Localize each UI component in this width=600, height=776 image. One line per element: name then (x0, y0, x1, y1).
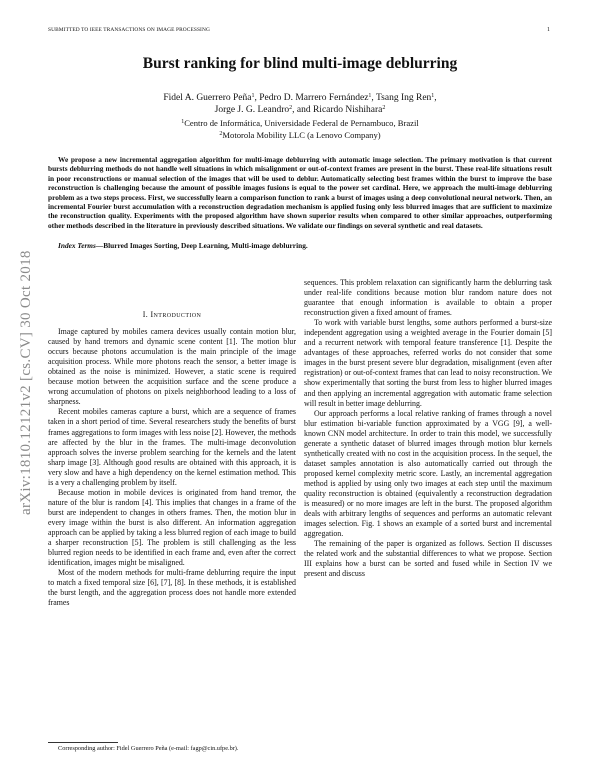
separator: , and (292, 104, 313, 115)
right-column (304, 278, 552, 579)
separator: , (254, 93, 260, 103)
section-heading (48, 310, 296, 320)
paragraph: Recent mobiles cameras capture a burst, which are a sequence of frames taken in a short period of time. Several researchers study the benefits of burst frames aggregations to form images with less noise [2]. However, the methods are affected by the blur in the frames. The multi-image deconvolution approach solves the inverse problem searching for the kernels and the latent sharp image [3]. Although good results are obtained with this approach, it is very slow and have a high dependency on the kernel estimation method. This is a very a challenging problem by itself. (48, 407, 296, 487)
abstract: We propose a new incremental aggregation algorithm for multi-image deblurring with automatic image selection. The primary motivation is that current bursts deblurring methods do not handle well situations in which misalignment or out-of-context frames are present in the burst. These real-life situations result in poor reconstructions or manual selection of the images that will be used to deblur. Automatically selecting best frames within the burst to improve the base reconstruction is challenging because the amount of possible images fusions is equal to the power set cardinal. Here, we approach the multi-image deblurring problem as a two steps process. First, we successfully learn a comparison function to rank a burst of images using a deep convolutional neural network. Then, an incremental Fourier burst accumulation with a reconstruction degradation mechanism is applied fusing only less blurred images that are sufficient to maximize the reconstruction quality. Experiments with the proposed algorithm have shown superior results when compared to other similar approaches, outperforming other methods described in the literature in previously described situations. We validate our findings on several synthetic and real datasets. (48, 155, 552, 230)
affiliation-1 (80, 118, 520, 128)
author-list (80, 93, 520, 116)
affiliation-marker: 2 (289, 104, 293, 111)
section-title: Introduction (150, 310, 202, 319)
arxiv-stamp: arXiv:1810.12121v2 [cs.CV] 30 Oct 2018 (18, 250, 34, 515)
page-number: 1 (547, 27, 550, 33)
affiliation-text: Centro de Informática, Universidade Federal de Pernambuco, Brazil (184, 118, 419, 128)
paper-title: Burst ranking for blind multi-image deblurring (142, 55, 458, 72)
running-header: SUBMITTED TO IEEE TRANSACTIONS ON IMAGE PROCESSING (48, 27, 210, 33)
affiliation-marker: 1 (251, 93, 255, 99)
author-name: Jorge J. G. Leandro (214, 104, 290, 115)
separator: , (371, 93, 377, 103)
author-name: Pedro D. Marrero Fernández (259, 93, 369, 103)
author-name: Fidel A. Guerrero Peña (163, 93, 252, 103)
left-column (48, 310, 296, 608)
affiliation-marker: 1 (181, 119, 185, 125)
author-name: Ricardo Nishihara (312, 104, 383, 115)
affiliation-marker: 1 (368, 93, 372, 99)
paragraph: To work with variable burst lengths, some authors performed a burst-size independent aggregation using a weighted average in the Fourier domain [5] and a recurrent network with temporal feature transference [1]. Despite the advantages of these approaches, referred works do not consider that some images in the burst present severe blur degradation, misalignment (even after registration) or out-of-context frames that can lead to noisy reconstruction. We show experimentally that sorting the burst from less to higher blurred images and then applying an incremental aggregation with automatic frame selection will result in better image deblurring. (304, 318, 552, 408)
index-terms-text: —Blurred Images Sorting, Deep Learning, Multi-image deblurring. (95, 241, 308, 250)
affiliation-marker: 2 (382, 104, 386, 111)
separator: , (434, 93, 437, 103)
author-name: Tsang Ing Ren (376, 93, 432, 103)
paragraph: Our approach performs a local relative ranking of frames through a novel blur estimation bi-variable function approximated by a VGG [9], a well-known CNN model architecture. In order to train this model, we successfully generate a synthetic dataset of blurred images through motion blur kernels synthetically created with no cost in the acquisition process. In the sequel, the dataset samples annotation is also automatically carried out through the proposed kernel complexity metric score. Lastly, an incremental aggregation method is applied by using only two images at each step until the maximum quality reconstruction is obtained (equivalently a reconstruction degradation is measured) or no more images are left in the burst. The proposed algorithm deals with arbitrary lengths of sequences and performs an automatic relevant images selection. Fig. 1 shows an example of a sorted burst and incremental aggregation. (304, 408, 552, 539)
affiliation-text: Motorola Mobility LLC (a Lenovo Company) (222, 130, 381, 140)
footnote-rule (48, 742, 118, 743)
affiliation-2 (80, 130, 520, 140)
section-numeral: I. (142, 310, 151, 319)
index-terms (48, 241, 552, 250)
paragraph: sequences. This problem relaxation can significantly harm the deblurring task under real-life conditions because motion blur random nature does not guarantee that enough information is available to obtain a proper reconstruction given a fixed amount of frames. (304, 278, 552, 318)
paragraph: Most of the modern methods for multi-frame deblurring require the input to match a fixed temporal size [6], [7], [8]. In these methods, it is established the burst length, and the aggregation process does not handle more extended frames (48, 568, 296, 608)
paragraph: The remaining of the paper is organized as follows. Section II discusses the related work and the substantial differences to what we propose. Section III explains how a burst can be sorted and fused while in Section IV we present and discuss (304, 539, 552, 579)
index-terms-label: Index Terms (58, 241, 96, 250)
affiliation-marker: 2 (219, 131, 223, 137)
paragraph: Because motion in mobile devices is originated from hand tremor, the nature of the blur is random [4]. This implies that changes in a frame of the burst are independent to changes in others frames. Then, the motion blur in every image within the burst is also different. An information aggregation approach can be applied by taking a less blurred region of each image to build a sharper reconstruction [5]. The problem is still challenging as the less blurred region needs to be identified in each frame and, even after the correct identification, images might be misaligned. (48, 487, 296, 568)
footnote: Corresponding author: Fidel Guerrero Peña (e-mail: fagp@cin.ufpe.br). (58, 745, 239, 752)
affiliation-marker: 1 (431, 93, 435, 99)
paragraph: Image captured by mobiles camera devices usually contain motion blur, caused by hand tremors and dynamic scene content [1]. The motion blur occurs because photons accumulation is the main principle of the image acquisition process. While more photons reach the sensor, a better image is obtained as the noise is minimized. However, a static scene is required because motion between the acquisition surface and the scene produce a wrong accumulation of photons on pixels neighborhood leading to a loss of sharpness. (48, 327, 296, 407)
